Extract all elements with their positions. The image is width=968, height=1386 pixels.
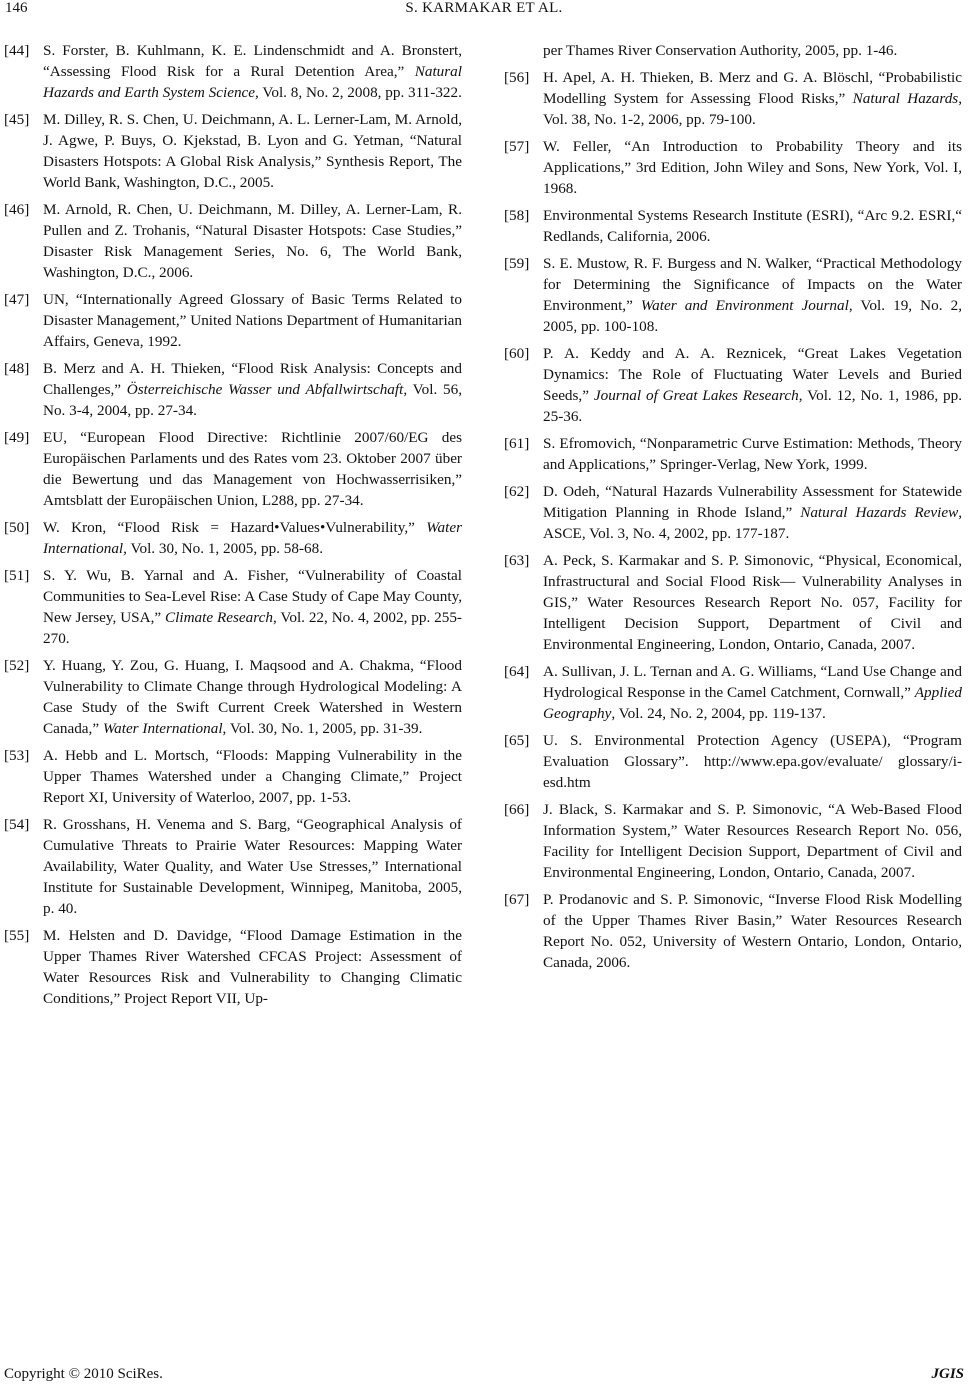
reference-text-segment: J. Black, S. Karmakar and S. P. Simonovic, “A Web-Based Flood Information System,” Water Resources Research Report No. 056, Facility for Intelligent Decision Support, Department of Civil and Environmental Engineering, London, Ontario, Canada, 2007. [543,801,962,881]
reference-text-segment: , Vol. 38, No. 1-2, 2006, pp. 79-100. [543,90,962,128]
reference-text-segment: P. Prodanovic and S. P. Simonovic, “Inverse Flood Risk Modelling of the Upper Thames River Basin,” Water Resources Research Report No. 052, University of Western Ontario, London, Ontario, Canada, 2006. [543,891,962,971]
journal-abbrev: JGIS [931,1366,964,1382]
reference-entry [4,40,464,103]
reference-entry [504,40,964,61]
reference-text-segment: per Thames River Conservation Authority, 2005, pp. 1-46. [543,42,898,59]
reference-number: [54] [4,816,30,833]
reference-entry [504,481,964,544]
reference-text [43,814,462,919]
reference-text-segment: W. Kron, “Flood Risk = Hazard•Values•Vulnerability,” [43,519,427,536]
reference-number: [67] [504,891,530,908]
reference-entry [504,550,964,655]
reference-source-title: Climate Research [165,609,273,626]
reference-number: [64] [504,663,530,680]
reference-text-segment: , Vol. 12, No. 1, 1986, pp. 25-36. [543,387,962,425]
reference-number: [48] [4,360,30,377]
reference-source-title: Water International [102,720,223,737]
reference-text [43,925,462,1009]
reference-entry [504,67,964,130]
reference-text-segment: , Vol. 22, No. 4, 2002, pp. 255-270. [43,609,462,647]
reference-text-segment: , Vol. 56, No. 3-4, 2004, pp. 27-34. [43,381,462,419]
reference-entry [4,565,464,649]
reference-number: [47] [4,291,30,308]
reference-text-segment: A. Peck, S. Karmakar and S. P. Simonovic, “Physical, Economical, Infrastructural and Social Flood Risk— Vulnerability Analyses in GIS,” Water Resources Research Report No. 057, Facility for Intelligent Decision Support, Department of Civil and Environmental Engineering, London, Ontario, Canada, 2007. [543,552,962,653]
reference-text-segment: S. Efromovich, “Nonparametric Curve Estimation: Methods, Theory and Applications,” Springer-Verlag, New York, 1999. [543,435,962,473]
reference-text [543,433,962,475]
reference-number: [46] [4,201,30,218]
reference-number: [53] [4,747,30,764]
reference-entry [504,136,964,199]
reference-text-segment: , Vol. 30, No. 1, 2005, pp. 31-39. [222,720,423,737]
reference-entry [4,109,464,193]
reference-text-segment: Environmental Systems Research Institute (ESRI), “Arc 9.2. ESRI,“ Redlands, California, 2006. [543,207,962,245]
running-title: S. KARMAKAR ET AL. [405,0,563,16]
reference-number: [58] [504,207,530,224]
reference-text [43,289,462,352]
reference-number: [59] [504,255,530,272]
reference-entry [4,814,464,919]
reference-text [543,550,962,655]
reference-text [543,343,962,427]
reference-text [43,109,462,193]
reference-text [43,517,462,559]
reference-source-title: Water International [43,519,462,557]
reference-text-segment: B. Merz and A. H. Thieken, “Flood Risk Analysis: Concepts and Challenges,” [43,360,462,398]
reference-number: [65] [504,732,530,749]
reference-text [43,358,462,421]
reference-number: [60] [504,345,530,362]
reference-text [43,199,462,283]
reference-number: [45] [4,111,30,128]
reference-text-segment: D. Odeh, “Natural Hazards Vulnerability Assessment for Statewide Mitigation Planning in Rhode Island,” [543,483,962,521]
reference-text [543,730,962,793]
page-number: 146 [5,0,28,16]
reference-number: [49] [4,429,30,446]
reference-number: [51] [4,567,30,584]
reference-text [543,67,962,130]
reference-number: [50] [4,519,30,536]
reference-text [543,253,962,337]
reference-text [543,661,962,724]
reference-number: [55] [4,927,30,944]
references-left-column [4,40,464,1015]
reference-source-title: Water and Environment Journal [640,297,849,314]
reference-text [43,40,462,103]
reference-entry [4,289,464,352]
reference-text [543,889,962,973]
reference-entry [4,427,464,511]
reference-number: [61] [504,435,530,452]
reference-source-title: Natural Hazards and Earth System Science [43,63,462,101]
reference-entry [504,661,964,724]
reference-text-segment: , Vol. 24, No. 2, 2004, pp. 119-137. [611,705,826,722]
reference-text-segment: , ASCE, Vol. 3, No. 4, 2002, pp. 177-187. [543,504,963,542]
reference-source-title: Natural Hazards Review [800,504,959,521]
reference-text-segment: , Vol. 19, No. 2, 2005, pp. 100-108. [543,297,963,335]
reference-text-segment: W. Feller, “An Introduction to Probability Theory and its Applications,” 3rd Edition, John Wiley and Sons, New York, Vol. I, 1968. [543,138,962,197]
reference-text-segment: M. Helsten and D. Davidge, “Flood Damage Estimation in the Upper Thames River Watershed CFCAS Project: Assessment of Water Resources Risk and Vulnerability to Changing Climatic Conditions,” Project Report VII, Up- [43,927,462,1007]
reference-number: [44] [4,42,30,59]
reference-text-segment: A. Hebb and L. Mortsch, “Floods: Mapping Vulnerability in the Upper Thames Watershed under a Changing Climate,” Project Report XI, University of Waterloo, 2007, pp. 1-53. [43,747,462,806]
reference-entry [504,253,964,337]
reference-text [43,745,462,808]
reference-source-title: Natural Hazards [852,90,959,107]
reference-number: [57] [504,138,530,155]
reference-text-segment: S. Forster, B. Kuhlmann, K. E. Lindenschmidt and A. Bronstert, “Assessing Flood Risk for a Rural Detention Area,” [43,42,462,80]
reference-entry [4,199,464,283]
reference-text-segment: S. Y. Wu, B. Yarnal and A. Fisher, “Vulnerability of Coastal Communities to Sea-Level Rise: A Case Study of Cape May County, New Jersey, USA,” [43,567,462,626]
reference-number: [56] [504,69,530,86]
reference-entry [4,655,464,739]
reference-entry [504,730,964,793]
reference-number: [52] [4,657,30,674]
reference-source-title: Österreichische Wasser und Abfallwirtschaft [126,381,404,398]
reference-text-segment: R. Grosshans, H. Venema and S. Barg, “Geographical Analysis of Cumulative Threats to Prairie Water Resources: Mapping Water Availability, Water Quality, and Water Use Stresses,” International Institute for Sustainable Development, Winnipeg, Manitoba, 2005, p. 40. [43,816,462,917]
reference-text [43,565,462,649]
reference-text-segment: , Vol. 30, No. 1, 2005, pp. 58-68. [123,540,323,557]
reference-entry [4,517,464,559]
reference-entry [4,358,464,421]
reference-entry [4,745,464,808]
reference-text-segment: S. E. Mustow, R. F. Burgess and N. Walker, “Practical Methodology for Determining the Significance of Impacts on the Water Environment,” [543,255,962,314]
reference-number: [63] [504,552,530,569]
references-right-column [504,40,964,979]
reference-entry [504,343,964,427]
reference-text-segment: P. A. Keddy and A. A. Reznicek, “Great Lakes Vegetation Dynamics: The Role of Fluctuating Water Levels and Buried Seeds,” [543,345,962,404]
reference-entry [504,205,964,247]
reference-text [543,481,962,544]
reference-text-segment: EU, “European Flood Directive: Richtlinie 2007/60/EG des Europäischen Parlaments und des Rates vom 23. Oktober 2007 über die Bewertung und das Management von Hochwasserrisiken,” Amtsblatt der Europäischen Union, L288, pp. 27-34. [43,429,462,509]
reference-text-segment: , Vol. 8, No. 2, 2008, pp. 311-322. [255,84,462,101]
reference-text-segment: H. Apel, A. H. Thieken, B. Merz and G. A. Blöschl, “Probabilistic Modelling System for Assessing Flood Risks,” [543,69,962,107]
reference-text [43,655,462,739]
reference-text-segment: M. Arnold, R. Chen, U. Deichmann, M. Dilley, A. Lerner-Lam, R. Pullen and Z. Trohanis, “Natural Disaster Hotspots: Case Studies,” Disaster Risk Management Series, No. 6, The World Bank, Washington, D.C., 2006. [43,201,462,281]
reference-entry [4,925,464,1009]
reference-text [43,427,462,511]
reference-text-segment: M. Dilley, R. S. Chen, U. Deichmann, A. L. Lerner-Lam, M. Arnold, J. Agwe, P. Buys, O. Kjekstad, B. Lyon and G. Yetman, “Natural Disasters Hotspots: A Global Risk Analysis,” Synthesis Report, The World Bank, Washington, D.C., 2005. [43,111,462,191]
reference-text-segment: A. Sullivan, J. L. Ternan and A. G. Williams, “Land Use Change and Hydrological Response in the Camel Catchment, Cornwall,” [543,663,962,701]
reference-number: [66] [504,801,530,818]
reference-source-title: Applied Geography [543,684,962,722]
reference-text [543,205,962,247]
reference-text-segment: UN, “Internationally Agreed Glossary of Basic Terms Related to Disaster Management,” United Nations Department of Humanitarian Affairs, Geneva, 1992. [43,291,462,350]
reference-entry [504,889,964,973]
reference-text-segment: U. S. Environmental Protection Agency (USEPA), “Program Evaluation Glossary”. http://www.epa.gov/evaluate/ glossary/i-esd.htm [543,732,962,791]
reference-text-segment: Y. Huang, Y. Zou, G. Huang, I. Maqsood and A. Chakma, “Flood Vulnerability to Climate Change through Hydrological Modeling: A Case Study of the Swift Current Creek Watershed in Western Canada,” [43,657,462,737]
reference-entry [504,799,964,883]
reference-text [543,136,962,199]
reference-text [543,40,962,61]
reference-text [543,799,962,883]
reference-number: [62] [504,483,530,500]
reference-source-title: Journal of Great Lakes Research [593,387,799,404]
reference-entry [504,433,964,475]
copyright-notice: Copyright © 2010 SciRes. [4,1366,163,1382]
